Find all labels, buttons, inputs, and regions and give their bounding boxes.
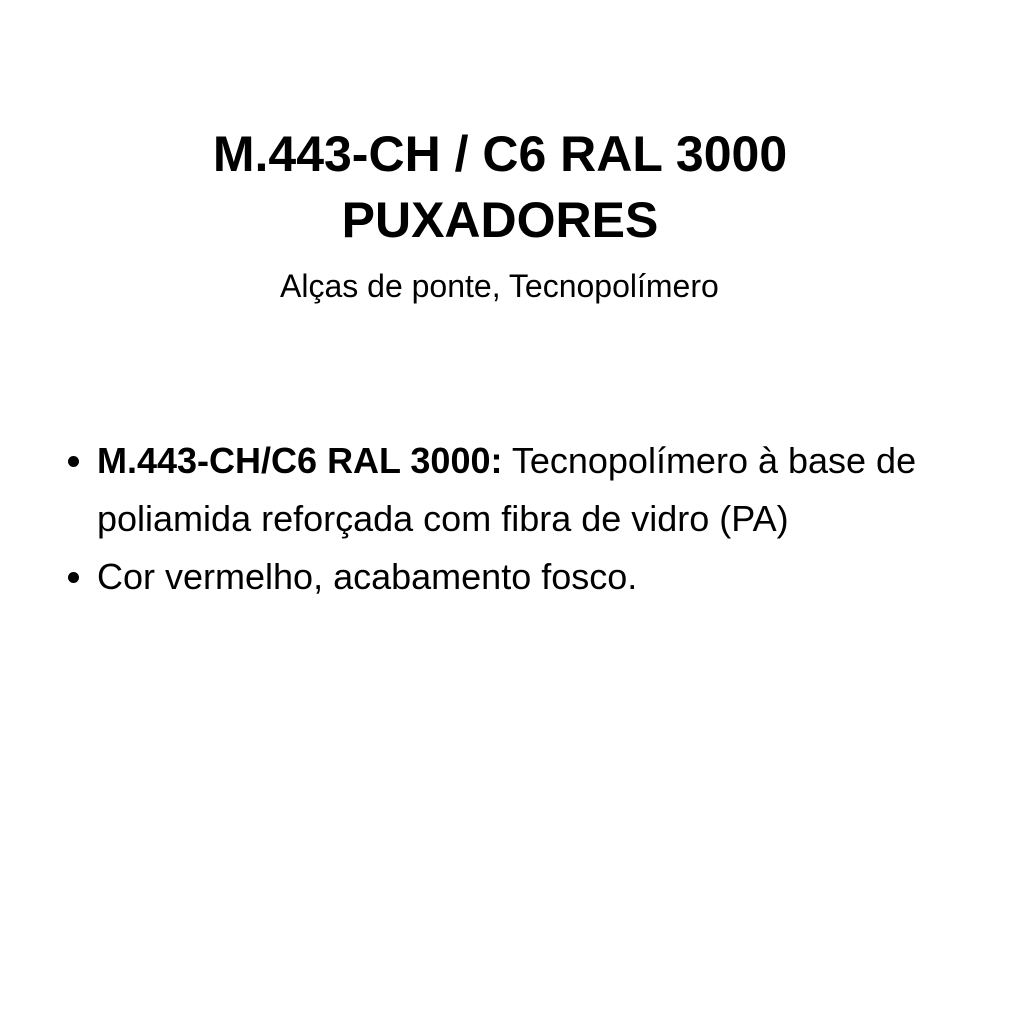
bullet-icon xyxy=(68,456,79,467)
bullet-icon xyxy=(68,572,79,583)
spec-item-text: Cor vermelho, acabamento fosco. xyxy=(97,556,638,597)
spec-item-material xyxy=(62,432,1012,548)
spec-item-color xyxy=(62,548,1012,606)
page-subtitle: Alças de ponte, Tecnopolímero xyxy=(280,268,719,304)
spec-item-label: M.443-CH/C6 RAL 3000: xyxy=(97,440,503,481)
page-title-line1: M.443-CH / C6 RAL 3000 xyxy=(212,126,788,182)
spec-list xyxy=(62,432,1012,606)
page-title-line2: PUXADORES xyxy=(341,192,659,248)
spec-item-text: Tecnopolímero à base de poliamida reforçada com fibra de vidro (PA) xyxy=(97,440,917,539)
